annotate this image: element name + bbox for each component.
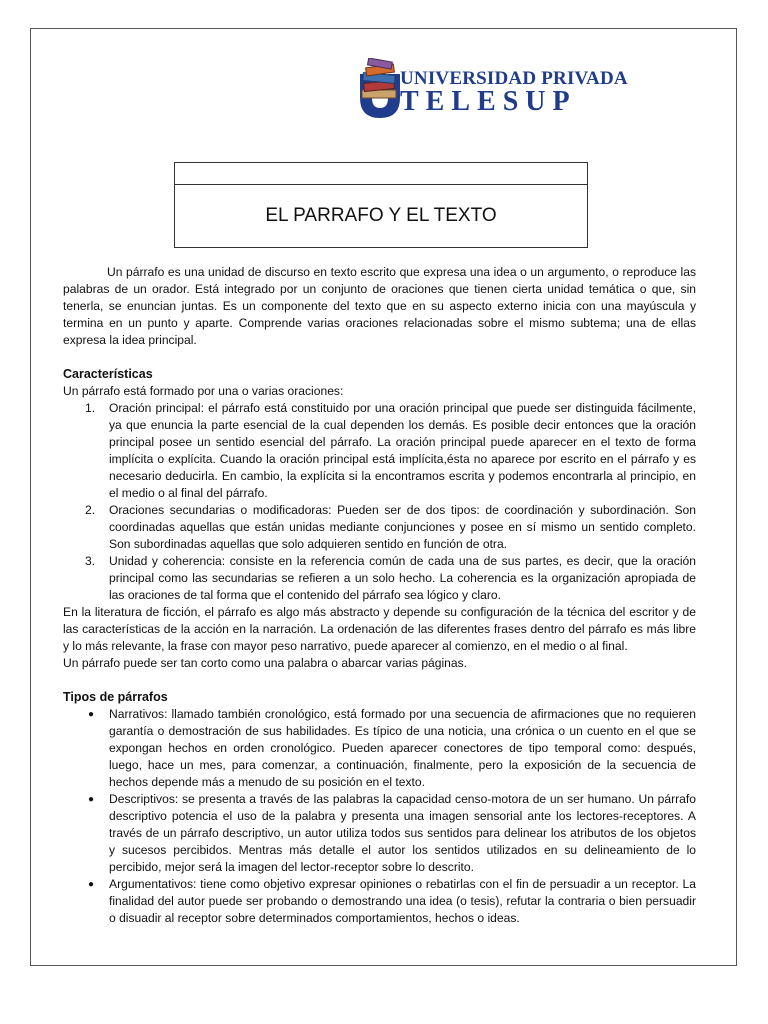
bullet-icon: ●: [88, 879, 95, 890]
caracteristicas-list: [63, 400, 696, 604]
intro-paragraph: Un párrafo es una unidad de discurso en texto escrito que expresa una idea o un argumento, o reproduce las palabras de un orador. Está integrado por un conjunto de oraciones que tienen cierta unidad temática o que, sin tenerla, se enuncian juntas. Es un componente del texto que en su aspecto externo inicia con una mayúscula y termina en un punto y aparte. Comprende varias oraciones relacionadas sobre el mismo subtema; una de ellas expresa la idea principal.: [63, 265, 696, 347]
title-box: [174, 162, 588, 248]
list-item-text: Oraciones secundarias o modificadoras: Pueden ser de dos tipos: de coordinación y subordinación. Son coordinadas aquellas que están unidas mediante conjunciones y posee en sí mismo un sentido completo. Son subordinadas aquellas que solo adquieren sentido en función de otra.: [109, 503, 696, 551]
fiction-paragraph: En la literatura de ficción, el párrafo es algo más abstracto y depende su configuración de la técnica del escritor y de las características de la acción en la narración. La ordenación de las diferentes frases dentro del párrafo es más libre y lo más relevante, la frase con mayor peso narrativo, puede aparecer al comienzo, en el medio o al final.: [63, 605, 696, 653]
section-heading-tipos: Tipos de párrafos: [63, 690, 168, 704]
logo-text-university: UNIVERSIDAD PRIVADA: [400, 68, 628, 89]
list-item-text: Oración principal: el párrafo está constituido por una oración principal que puede ser distinguida fácilmente, ya que enuncia la parte esencial de la cual dependen los demás. Es posible decir entonces que la oración principal posee un sentido esencial del párrafo. La oración principal puede aparecer en el texto de forma implícita o explícita. Cuando la oración principal está implícita,ésta no aparece por escrito en el párrafo y es necesario deducirla. En cambio, la explícita si la encontramos escrita y podemos encontrarla al principio, en el medio o al final del párrafo.: [109, 401, 696, 500]
bullet-icon: ●: [88, 794, 95, 805]
list-item: [63, 706, 696, 791]
bullet-icon: ●: [88, 709, 95, 720]
list-number: 1.: [85, 401, 96, 415]
books-stack-icon: [358, 58, 400, 102]
list-item-text: Narrativos: llamado también cronológico, está formado por una secuencia de afirmaciones que no requieren garantía o demostración de sus habilidades. Es típico de una noticia, una crónica o un cuento en el que se expongan hechos en orden cronológico. Pueden aparecer conectores de tipo temporal como: después, luego, hace un mes, para comenzar, a continuación, finalmente, pero la exposición de la secuencia de hechos depende más a menudo de su posición en el texto.: [109, 707, 696, 789]
list-item: [63, 400, 696, 502]
length-paragraph: Un párrafo puede ser tan corto como una palabra o abarcar varias páginas.: [63, 656, 468, 670]
list-number: 2.: [85, 503, 96, 517]
list-item-text: Argumentativos: tiene como objetivo expresar opiniones o rebatirlas con el fin de persuadir a un receptor. La finalidad del autor puede ser probando o demostrando una idea (o tesis), refutar la contraria o bien persuadir o disuadir al receptor sobre determinados comportamientos, hechos o ideas.: [109, 877, 696, 925]
logo-text-telesup: TELESUP: [400, 86, 577, 117]
list-number: 3.: [85, 554, 96, 568]
university-logo: [358, 58, 628, 166]
list-item: [63, 502, 696, 553]
list-item: [63, 876, 696, 927]
page-title: EL PARRAFO Y EL TEXTO: [265, 205, 497, 226]
list-item-text: Unidad y coherencia: consiste en la referencia común de cada una de sus partes, es decir, que la oración principal como las secundarias se refieren a un solo hecho. La coherencia es la organización apropiada de las oraciones de tal forma que el contenido del párrafo sea lógico y claro.: [109, 554, 696, 602]
document-body: [63, 264, 696, 927]
list-item: [63, 791, 696, 876]
caracteristicas-lead: Un párrafo está formado por una o varias oraciones:: [63, 384, 344, 398]
title-box-top-strip: [175, 163, 587, 185]
list-item: [63, 553, 696, 604]
list-item-text: Descriptivos: se presenta a través de las palabras la capacidad censo-motora de un ser humano. Un párrafo descriptivo potencia el uso de la palabra y presenta una imagen sensorial ante los lectores-receptores. A través de un párrafo descriptivo, un autor utiliza todos sus sentidos para delinear los atributos de los objetos y sucesos percibidos. Mentras más detalle el autor los sentidos utilizados en su delineamiento de lo percibido, mejor será la imagen del lector-receptor sobre lo descrito.: [109, 792, 696, 874]
tipos-list: [63, 706, 696, 927]
section-heading-caracteristicas: Características: [63, 367, 153, 381]
